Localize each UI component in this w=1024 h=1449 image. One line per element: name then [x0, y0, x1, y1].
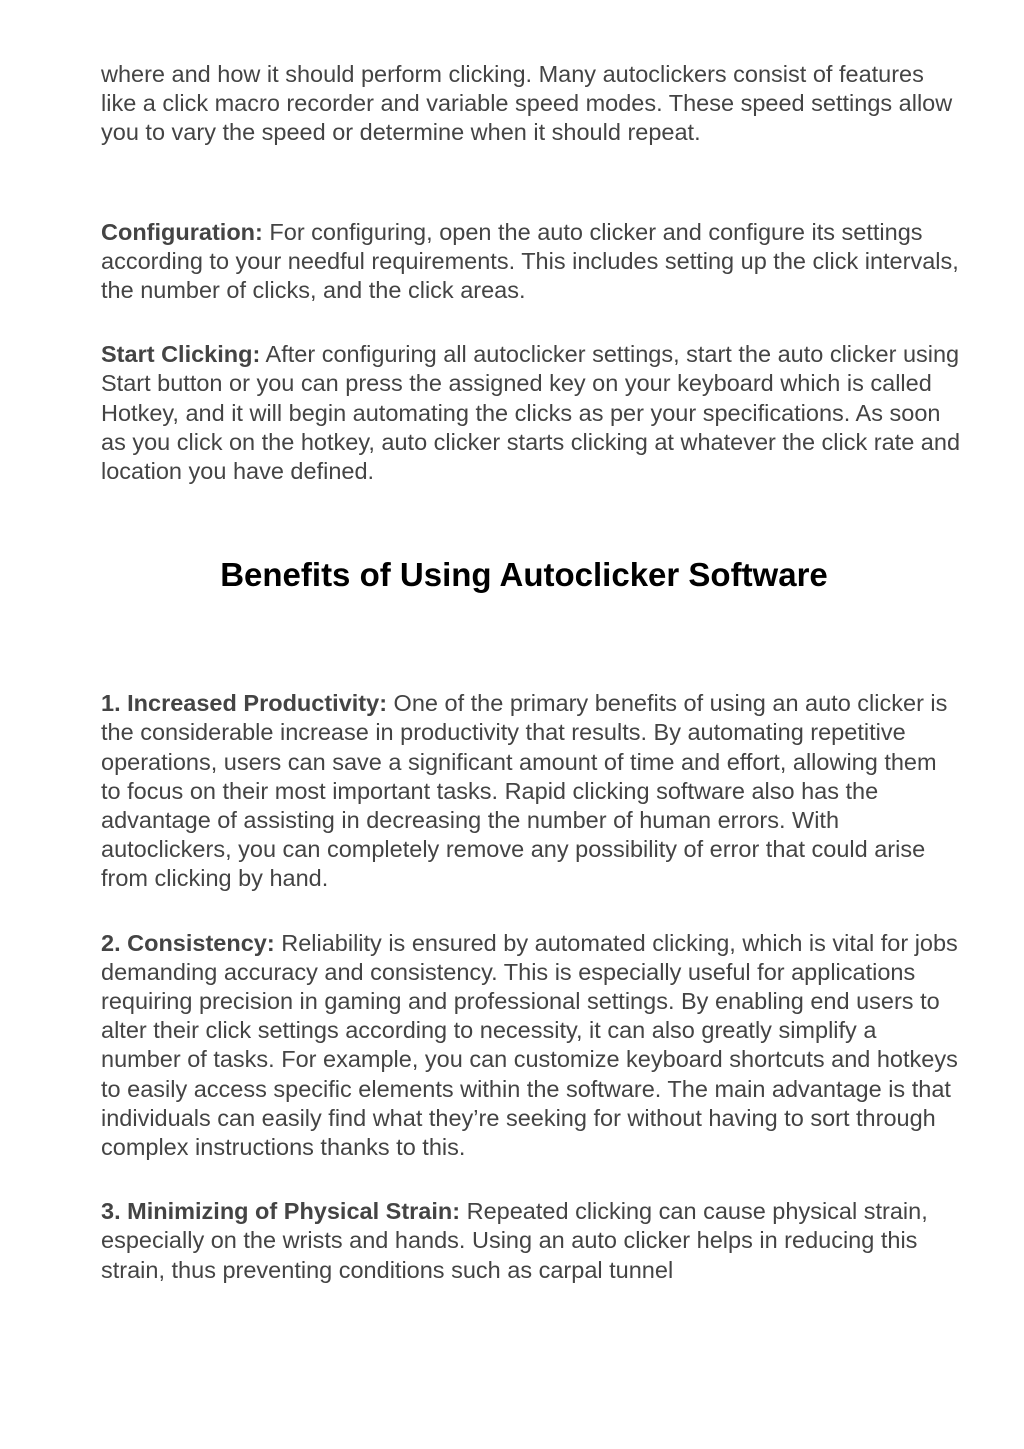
start-clicking-paragraph [101, 340, 961, 486]
intro-text: where and how it should perform clicking. Many autoclickers consist of features like a click macro recorder and variable speed modes. These speed settings allow you to vary the speed or determine when it should repeat. [101, 61, 953, 146]
benefit-consistency-paragraph [101, 929, 961, 1163]
section-heading: Benefits of Using Autoclicker Software [220, 556, 828, 594]
benefit-productivity-label: 1. Increased Productivity: [101, 690, 388, 717]
intro-paragraph [101, 60, 961, 148]
benefit-strain-paragraph [101, 1197, 961, 1285]
start-clicking-label: Start Clicking: [101, 341, 261, 368]
benefit-productivity-paragraph [101, 689, 961, 893]
configuration-text: For configuring, open the auto clicker and configure its settings according to your needful requirements. This includes setting up the click intervals, the number of clicks, and the click areas. [101, 218, 959, 304]
benefit-consistency-label: 2. Consistency: [101, 929, 275, 956]
start-clicking-text: After configuring all autoclicker settings, start the auto clicker using Start button or you can press the assigned key on your keyboard which is called Hotkey, and it will begin automating the clicks as per your specifications. As soon as you click on the hotkey, auto clicker starts clicking at whatever the click rate and location you have defined. [101, 341, 961, 485]
configuration-paragraph [101, 218, 961, 306]
benefit-strain-text: Repeated clicking can cause physical strain, especially on the wrists and hands. Using an auto clicker helps in reducing this strain, thus preventing conditions such as carpal tunnel [101, 1198, 928, 1283]
document-page [101, 60, 961, 1285]
benefit-strain-label: 3. Minimizing of Physical Strain: [101, 1198, 461, 1225]
configuration-label: Configuration: [101, 218, 263, 245]
benefit-consistency-text: Reliability is ensured by automated clicking, which is vital for jobs demanding accuracy and consistency. This is especially useful for applications requiring precision in gaming and professional settings. By enabling end users to alter their click settings according to necessity, it can also greatly simplify a number of tasks. For example, you can customize keyboard shortcuts and hotkeys to easily access specific elements within the software. The main advantage is that individuals can easily find what they’re seeking for without having to sort through complex instructions thanks to this. [101, 929, 958, 1161]
benefit-productivity-text: One of the primary benefits of using an auto clicker is the considerable increase in productivity that results. By automating repetitive operations, users can save a significant amount of time and effort, allowing them to focus on their most important tasks. Rapid clicking software also has the advantage of assisting in decreasing the number of human errors. With autoclickers, you can completely remove any possibility of error that could arise from clicking by hand. [101, 690, 948, 892]
